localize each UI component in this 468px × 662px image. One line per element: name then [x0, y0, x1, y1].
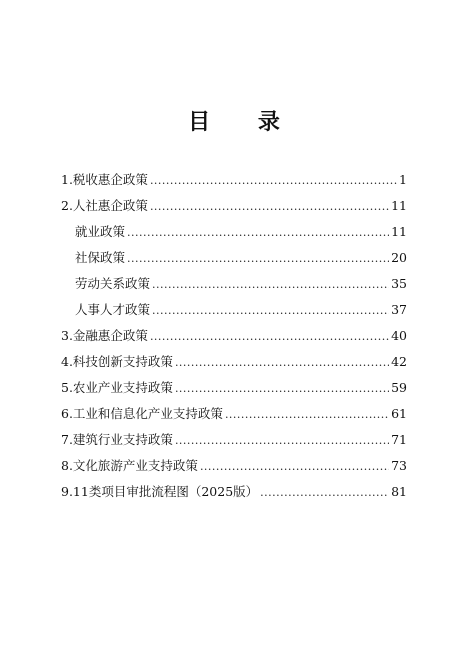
toc-entry-label: 5.农业产业支持政策 [61, 380, 173, 395]
toc-dot-leader [152, 301, 389, 321]
toc-entry-label: 劳动关系政策 [75, 276, 151, 291]
toc-dot-leader [175, 353, 389, 373]
toc-entry-page: 61 [391, 406, 407, 421]
toc-entry[interactable] [61, 352, 407, 378]
toc-dot-leader [175, 379, 389, 399]
toc-entry-label: 8.文化旅游产业支持政策 [61, 458, 198, 473]
toc-entry[interactable] [61, 482, 407, 508]
toc-entry-page: 20 [391, 250, 407, 265]
toc-entry-label: 1.税收惠企政策 [61, 172, 148, 187]
toc-dot-leader [127, 249, 389, 269]
toc-list [61, 170, 407, 508]
toc-entry-label: 就业政策 [75, 224, 126, 239]
toc-title: 目 录 [188, 109, 300, 135]
toc-subentry[interactable] [61, 274, 407, 300]
toc-entry[interactable] [61, 170, 407, 196]
toc-dot-leader [150, 197, 389, 217]
toc-entry-label: 7.建筑行业支持政策 [61, 432, 173, 447]
toc-entry-page: 42 [391, 354, 407, 369]
toc-dot-leader [152, 275, 389, 295]
toc-entry[interactable] [61, 456, 407, 482]
toc-entry-page: 40 [391, 328, 407, 343]
toc-subentry[interactable] [61, 300, 407, 326]
toc-entry-label: 4.科技创新支持政策 [61, 354, 173, 369]
toc-entry-page: 59 [391, 380, 407, 395]
toc-dot-leader [175, 431, 389, 451]
toc-subentry[interactable] [61, 248, 407, 274]
toc-entry[interactable] [61, 378, 407, 404]
toc-entry-page: 1 [399, 172, 407, 187]
toc-entry-page: 71 [391, 432, 407, 447]
toc-entry-label: 社保政策 [75, 250, 126, 265]
toc-subentry[interactable] [61, 222, 407, 248]
toc-dot-leader [150, 171, 397, 191]
toc-dot-leader [200, 457, 389, 477]
toc-entry-label: 人事人才政策 [75, 302, 151, 317]
toc-dot-leader [260, 483, 389, 503]
toc-dot-leader [127, 223, 389, 243]
toc-entry-page: 81 [391, 484, 407, 499]
toc-entry-label: 2.人社惠企政策 [61, 198, 148, 213]
toc-entry-label: 9.11类项目审批流程图（2025版） [61, 484, 259, 499]
toc-entry[interactable] [61, 196, 407, 222]
toc-dot-leader [150, 327, 389, 347]
toc-entry[interactable] [61, 430, 407, 456]
toc-dot-leader [225, 405, 389, 425]
toc-entry-page: 11 [391, 198, 407, 213]
toc-entry-label: 3.金融惠企政策 [61, 328, 148, 343]
toc-entry[interactable] [61, 404, 407, 430]
toc-entry-page: 11 [391, 224, 407, 239]
toc-entry-page: 35 [391, 276, 407, 291]
toc-entry-page: 73 [391, 458, 407, 473]
toc-entry-page: 37 [391, 302, 407, 317]
toc-entry-label: 6.工业和信息化产业支持政策 [61, 406, 223, 421]
toc-entry[interactable] [61, 326, 407, 352]
